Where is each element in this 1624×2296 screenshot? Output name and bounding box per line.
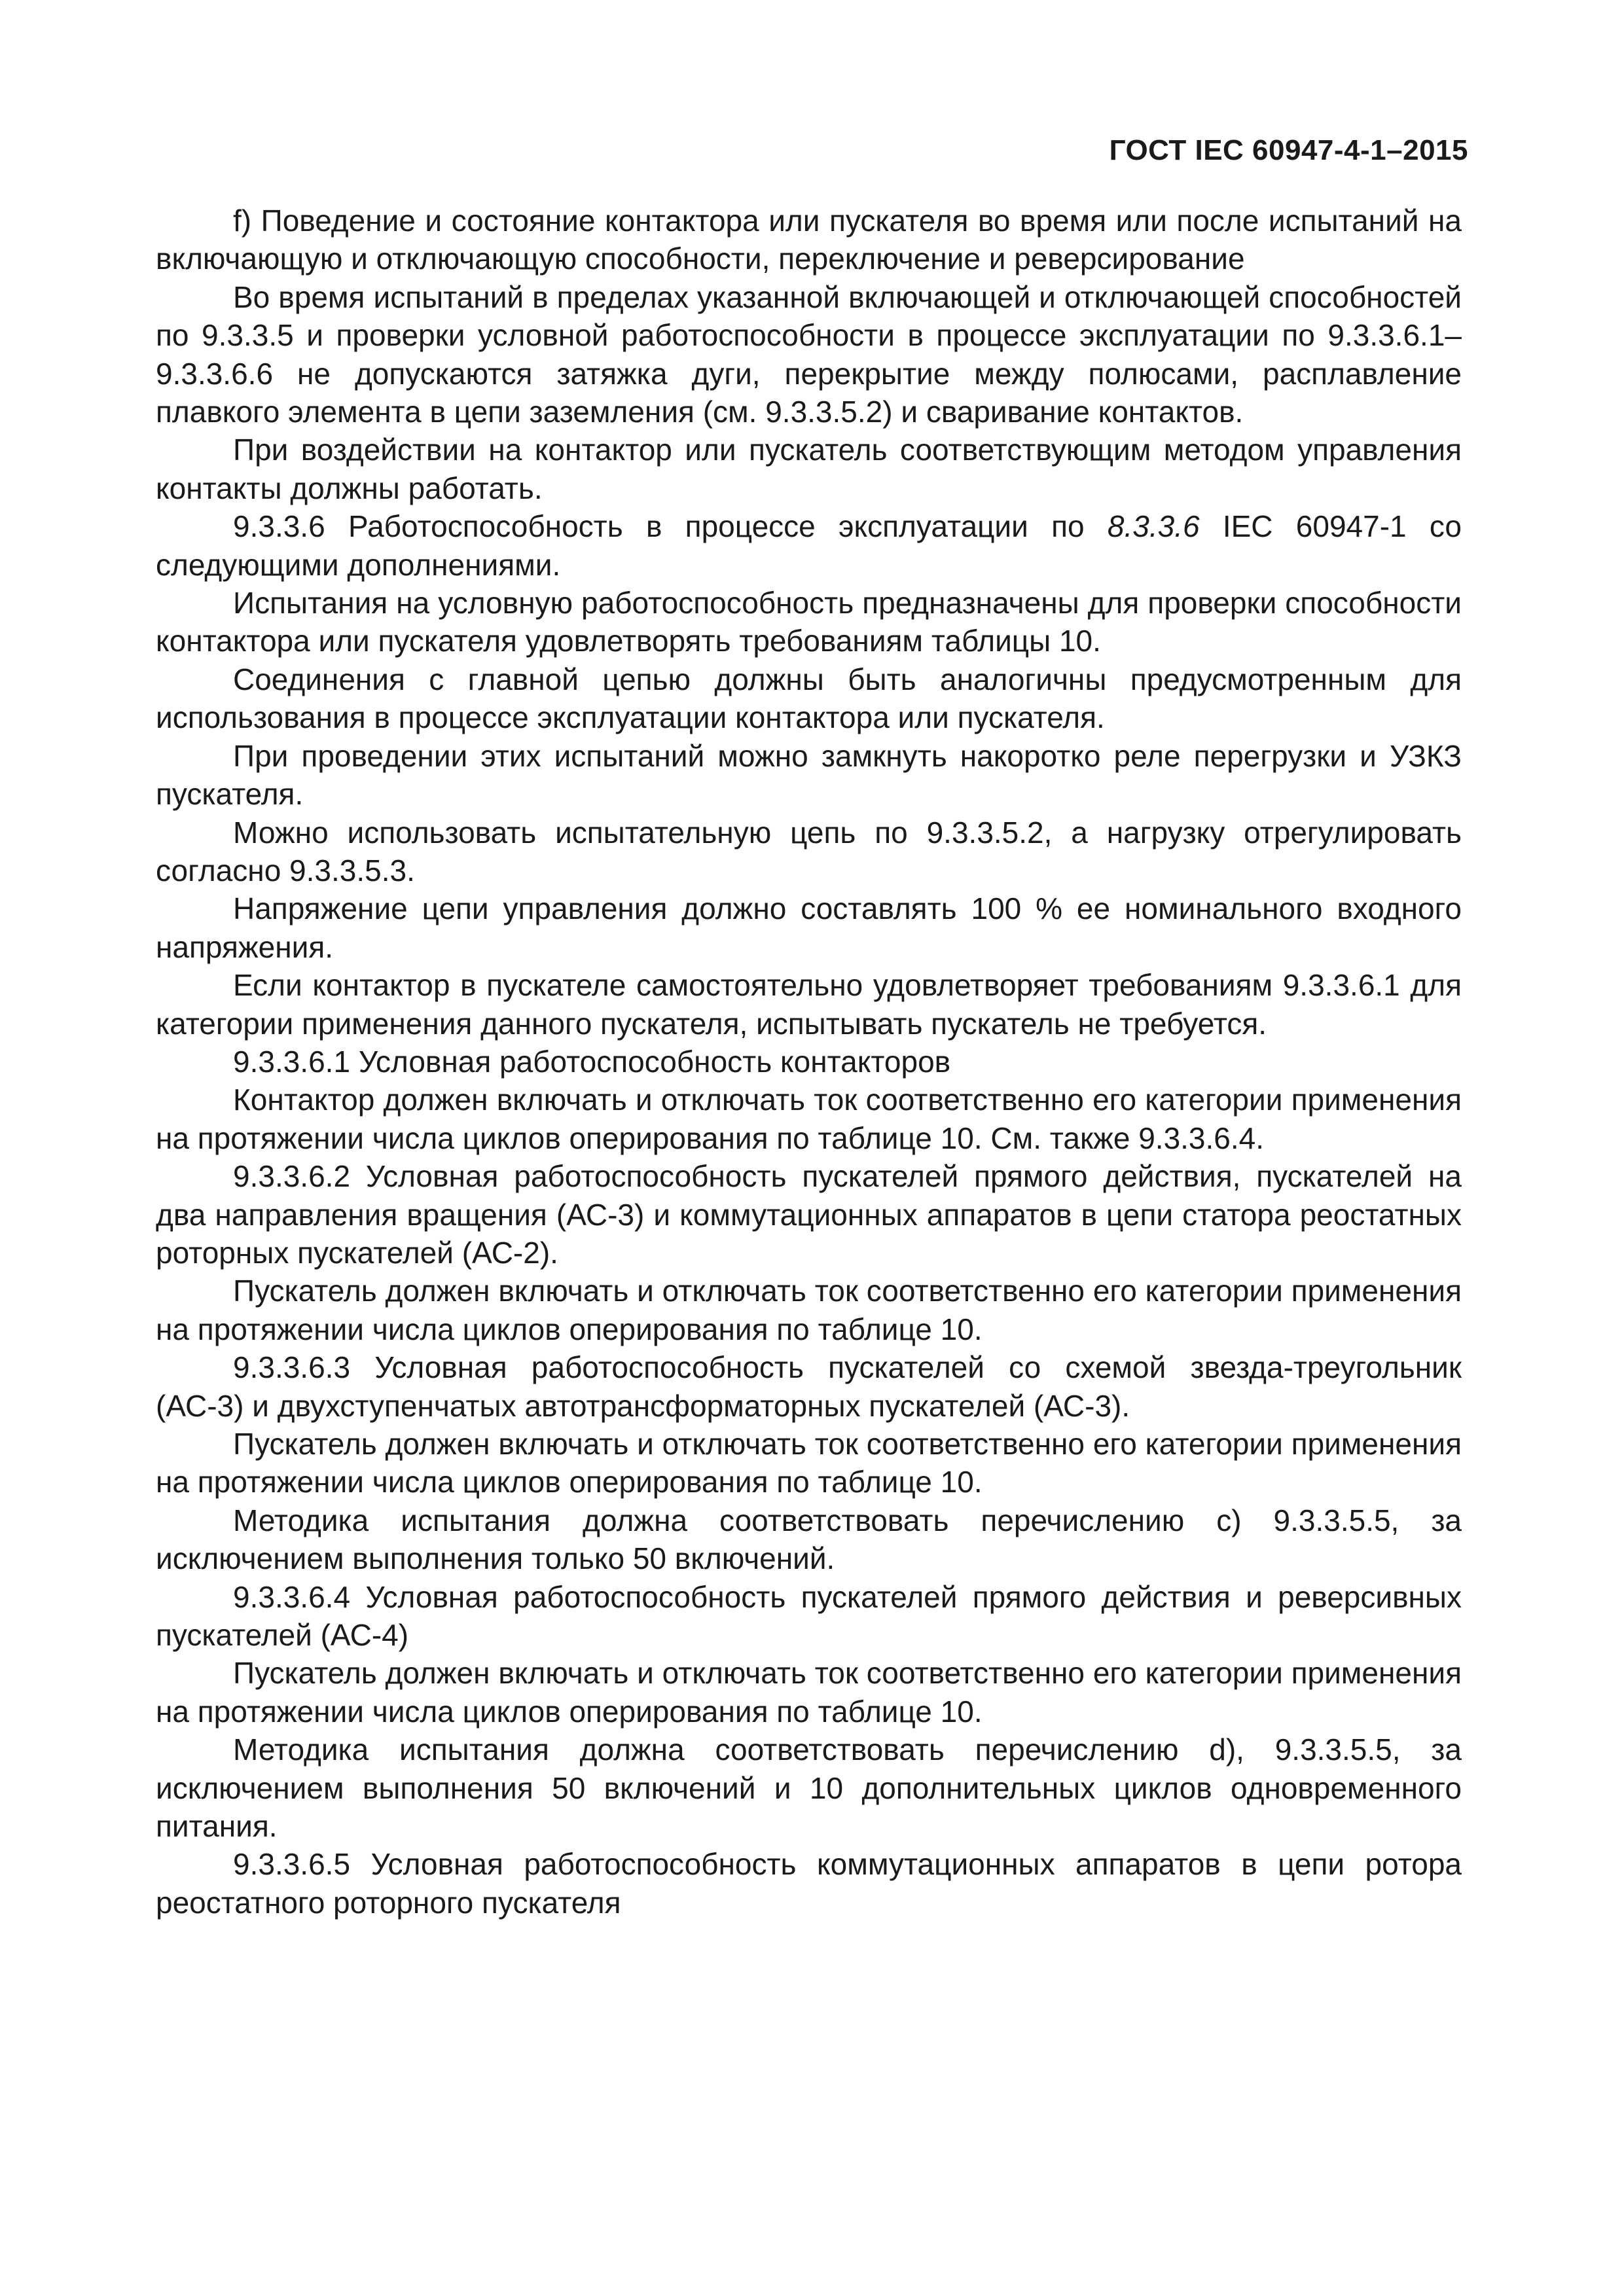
heading-9-3-3-6-2: 9.3.3.6.2 Условная работоспособность пускателей прямого действия, пускателей на два направления вращения (АС-3) и коммутационных аппаратов в цепи статора реостатных роторных пускателей (АС-2). — [156, 1159, 1462, 1270]
paragraph-arc-requirements: Во время испытаний в пределах указанной включающей и отключающей способностей по 9.3.3.5 и проверки условной работоспособности в процессе эксплуатации по 9.3.3.6.1–9.3.3.6.6 не допускаются затяжка дуги, перекрытие между полюсами, расплавление плавкого элемента в цепи заземления (см. 9.3.3.5.2) и сваривание контактов. — [156, 279, 1462, 429]
paragraph-contacts-operate: При воздействии на контактор или пускатель соответствующим методом управления контакты должны работать. — [156, 433, 1462, 505]
paragraph-short-circuit-relay: При проведении этих испытаний можно замкнуть накоротко реле перегрузки и УЗКЗ пускателя. — [156, 738, 1462, 812]
paragraph-test-purpose: Испытания на условную работоспособность предназначены для проверки способности контактора или пускателя удовлетворять требованиям таблицы 10. — [156, 586, 1462, 658]
clause-9-3-3-6-text-before: 9.3.3.6 Работоспособность в процессе эксплуатации по — [233, 509, 1108, 544]
heading-9-3-3-6-4: 9.3.3.6.4 Условная работоспособность пускателей прямого действия и реверсивных пускателей (АС-4) — [156, 1579, 1462, 1653]
paragraph-f-behavior: f) Поведение и состояние контактора или пускателя во время или после испытаний на включающую и отключающую способности, переключение и реверсирование — [156, 204, 1462, 276]
paragraph-contactor-in-starter: Если контактор в пускателе самостоятельно удовлетворяет требованиям 9.3.3.6.1 для категории применения данного пускателя, испытывать пускатель не требуется. — [156, 968, 1462, 1041]
paragraph-starter-duty-2: Пускатель должен включать и отключать ток соответственно его категории применения на протяжении числа циклов оперирования по таблице 10. — [156, 1427, 1462, 1499]
paragraph-contactor-duty: Контактор должен включать и отключать ток соответственно его категории применения на протяжении числа циклов оперирования по таблице 10. См. также 9.3.3.6.4. — [156, 1083, 1462, 1155]
paragraph-main-circuit: Соединения с главной цепью должны быть аналогичны предусмотренным для использования в процессе эксплуатации контактора или пускателя. — [156, 662, 1462, 735]
heading-9-3-3-6-1: 9.3.3.6.1 Условная работоспособность контакторов — [233, 1044, 951, 1079]
heading-9-3-3-6-5: 9.3.3.6.5 Условная работоспособность коммутационных аппаратов в цепи ротора реостатного роторного пускателя — [156, 1847, 1462, 1920]
paragraph-test-circuit: Можно использовать испытательную цепь по 9.3.3.5.2, а нагрузку отрегулировать согласно 9.3.3.5.3. — [156, 815, 1462, 888]
clause-9-3-3-6-text-after: IEC 60947-1 со следующими дополнениями. — [156, 509, 1462, 582]
paragraph-starter-duty-3: Пускатель должен включать и отключать ток соответственно его категории применения на протяжении числа циклов оперирования по таблице 10. — [156, 1656, 1462, 1729]
paragraph-method-c: Методика испытания должна соответствовать перечислению c) 9.3.3.5.5, за исключением выполнения только 50 включений. — [156, 1503, 1462, 1576]
paragraph-9-3-3-6 — [156, 507, 1462, 584]
clause-ref-8-3-3-6: 8.3.3.6 — [1107, 509, 1200, 544]
paragraph-starter-duty-1: Пускатель должен включать и отключать ток соответственно его категории применения на протяжении числа циклов оперирования по таблице 10. — [156, 1274, 1462, 1346]
document-body — [156, 202, 1462, 1922]
paragraph-control-voltage: Напряжение цепи управления должно составлять 100 % ее номинального входного напряжения. — [156, 891, 1462, 964]
heading-9-3-3-6-3: 9.3.3.6.3 Условная работоспособность пускателей со схемой звезда-треугольник (АС-3) и двухступенчатых автотрансформаторных пускателей (АС-3). — [156, 1350, 1462, 1423]
paragraph-method-d: Методика испытания должна соответствовать перечислению d), 9.3.3.5.5, за исключением выполнения 50 включений и 10 дополнительных циклов одновременного питания. — [156, 1732, 1462, 1844]
document-header: ГОСТ IEC 60947-4-1–2015 — [1109, 134, 1468, 166]
